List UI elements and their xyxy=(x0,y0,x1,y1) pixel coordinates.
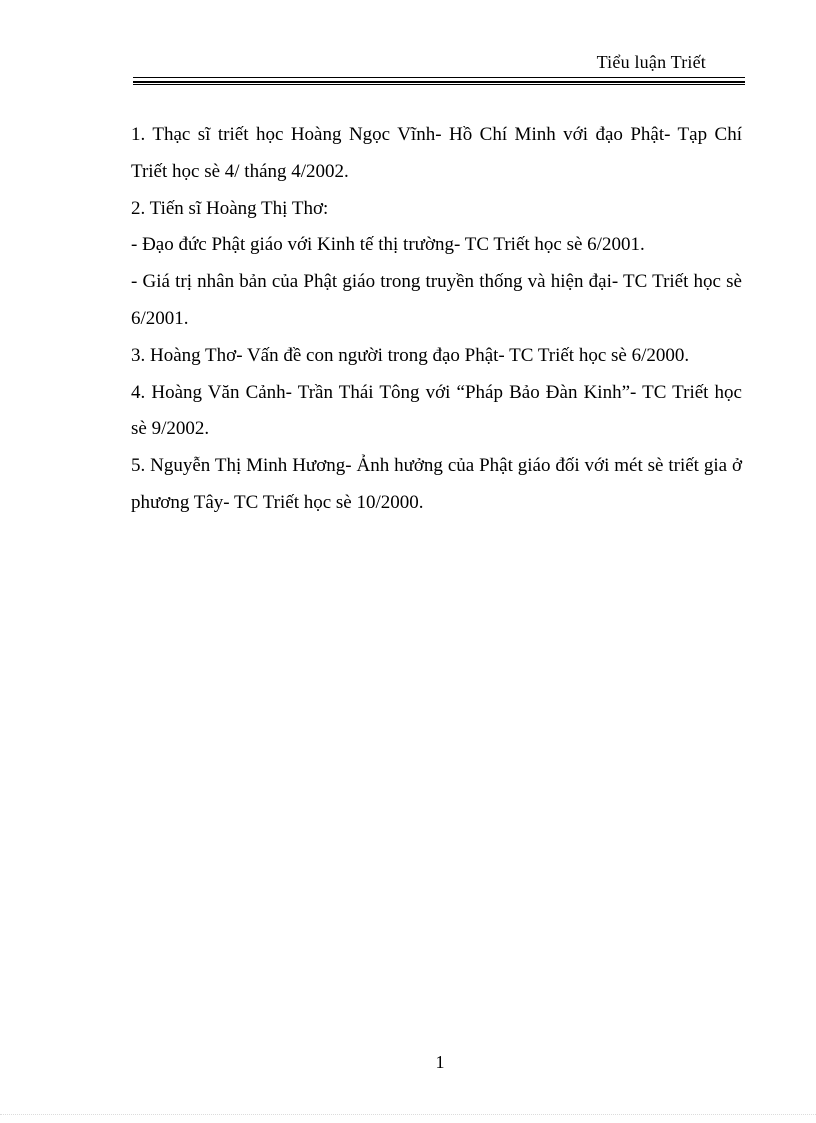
reference-item-2a: - Đạo đức Phật giáo với Kinh tế thị trường- TC Triết học sè 6/2001. xyxy=(131,234,645,256)
reference-item-4: 4. Hoàng Văn Cảnh- Trần Thái Tông với “Pháp Bảo Đàn Kinh”- TC Triết học sè 9/2002. xyxy=(131,381,742,440)
page-number: 1 xyxy=(435,1052,445,1072)
reference-item-5: 5. Nguyễn Thị Minh Hương- Ảnh hưởng của Phật giáo đối với mét sè triết gia ở phương Tây- TC Triết học sè 10/2000. xyxy=(131,455,742,513)
header-double-rule xyxy=(133,77,745,83)
reference-list xyxy=(131,117,742,522)
reference-item-1: 1. Thạc sĩ triết học Hoàng Ngọc Vĩnh- Hồ Chí Minh với đạo Phật- Tạp Chí Triết học sè 4/ tháng 4/2002. xyxy=(131,124,742,182)
header-title: Tiểu luận Triết xyxy=(596,52,706,72)
reference-item-3: 3. Hoàng Thơ- Vấn đề con người trong đạo Phật- TC Triết học sè 6/2000. xyxy=(131,344,690,366)
page-bottom-edge xyxy=(0,1114,816,1123)
reference-item-2-heading: 2. Tiến sĩ Hoàng Thị Thơ: xyxy=(131,197,329,219)
reference-item-2b: - Giá trị nhân bản của Phật giáo trong truyền thống và hiện đại- TC Triết học sè 6/2001. xyxy=(131,271,742,329)
